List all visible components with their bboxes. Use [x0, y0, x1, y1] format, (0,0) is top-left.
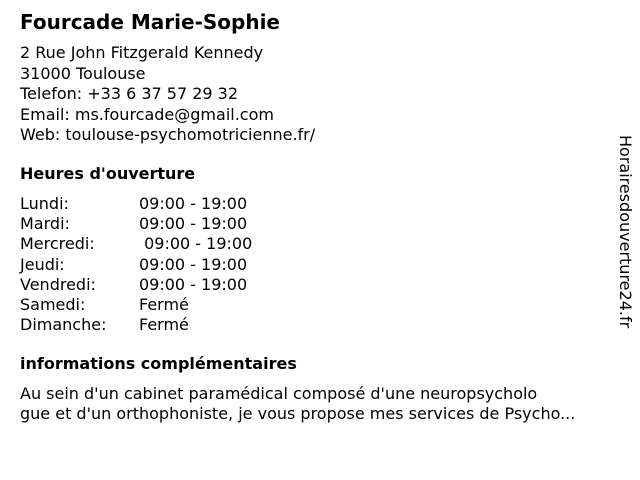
day-label: Mardi: [20, 214, 70, 234]
address-street: 2 Rue John Fitzgerald Kennedy [20, 43, 264, 62]
contact-block [20, 43, 315, 146]
business-name: Fourcade Marie-Sophie [20, 10, 280, 34]
day-hours: Fermé [139, 294, 189, 314]
day-label: Dimanche: [20, 315, 107, 335]
day-hours: 09:00 - 19:00 [139, 214, 248, 234]
hours-row-friday [20, 275, 320, 295]
day-label: Jeudi: [20, 254, 65, 274]
additional-info-text [20, 384, 575, 424]
opening-hours-heading: Heures d'ouverture [20, 164, 196, 183]
day-hours: 09:00 - 19:00 [139, 254, 248, 274]
address-city: 31000 Toulouse [20, 63, 146, 83]
additional-info-heading: informations complémentaires [20, 354, 297, 373]
day-hours: 09:00 - 19:00 [139, 234, 253, 254]
hours-row-tuesday [20, 214, 320, 234]
day-hours: 09:00 - 19:00 [139, 274, 248, 294]
hours-row-thursday [20, 255, 320, 275]
hours-row-sunday [20, 315, 320, 335]
info-line: Au sein d'un cabinet paramédical composé d'une neuropsycholo [20, 384, 538, 403]
phone-number: Telefon: +33 6 37 57 29 32 [20, 84, 239, 103]
day-label: Vendredi: [20, 274, 96, 294]
info-line: gue et d'un orthophoniste, je vous propose mes services de Psycho... [20, 404, 576, 423]
site-watermark: Horairesdouverture24.fr [616, 135, 635, 329]
website: Web: toulouse-psychomotricienne.fr/ [20, 125, 316, 144]
day-label: Mercredi: [20, 234, 95, 254]
hours-row-saturday [20, 295, 320, 315]
day-hours: Fermé [139, 315, 189, 335]
day-label: Samedi: [20, 294, 86, 314]
day-hours: 09:00 - 19:00 [139, 194, 248, 213]
opening-hours-table [20, 194, 320, 335]
hours-row-monday [20, 194, 320, 214]
email-address: Email: ms.fourcade@gmail.com [20, 104, 274, 124]
hours-row-wednesday [20, 234, 320, 254]
day-label: Lundi: [20, 194, 69, 213]
